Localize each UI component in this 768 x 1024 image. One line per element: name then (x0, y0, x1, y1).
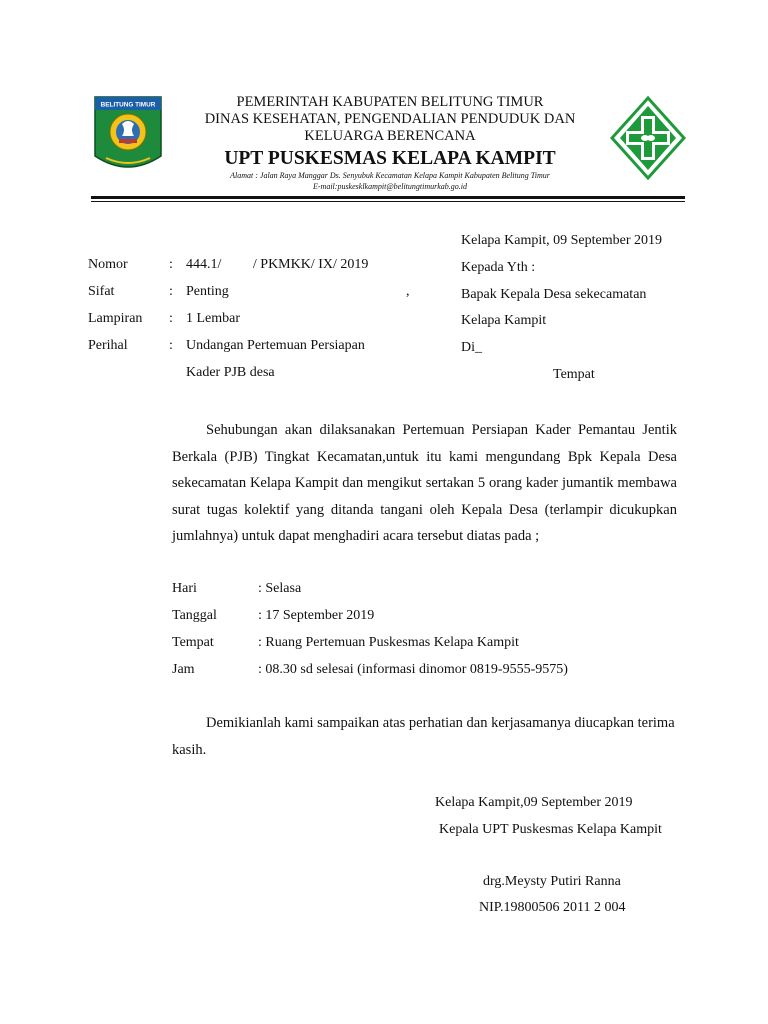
recipient-greeting: Kepada Yth : (461, 260, 536, 275)
signature-position: Kepala UPT Puskesmas Kelapa Kampit (439, 822, 662, 837)
recipient-di: Di_ (461, 340, 482, 355)
lampiran-colon: : (169, 311, 173, 326)
lampiran-value: 1 Lembar (186, 311, 241, 326)
logo-caption: BELITUNG TIMUR (100, 101, 156, 109)
lampiran-label: Lampiran (88, 311, 143, 326)
tanggal-value: : 17 September 2019 (258, 608, 375, 623)
recipient-line-1: Bapak Kepala Desa sekecamatan (461, 287, 647, 302)
tempat-value: : Ruang Pertemuan Puskesmas Kelapa Kampit (258, 635, 519, 650)
sifat-colon: : (169, 284, 173, 299)
signer-name: drg.Meysty Putiri Ranna (483, 874, 621, 889)
signer-nip: NIP.19800506 2011 2 004 (479, 900, 626, 915)
nomor-colon: : (169, 257, 173, 272)
nomor-value: 444.1/ / PKMKK/ IX/ 2019 (186, 257, 369, 272)
jam-label: Jam (172, 662, 195, 677)
puskesmas-logo (610, 96, 686, 180)
body-paragraph: Sehubungan akan dilaksanakan Pertemuan Persiapan Kader Pemantau Jentik Berkala (PJB) Tingkat Kecamatan,untuk itu kami mengundang Bpk Kepala Desa sekecamatan Kelapa Kampit dan mengikut sertakan 5 orang kader jumantik membawa surat tugas kolektif yang ditanda tangani oleh Kepala Desa (terlampir dicukupkan jumlahnya) untuk dapat menghadiri acara tersebut diatas pada ; (172, 422, 677, 544)
sifat-trailing-comma: , (406, 284, 410, 299)
letterhead-email: E-mail:puskesklkampit@belitungtimurkab.go.id (313, 182, 467, 191)
letterhead-title: UPT PUSKESMAS KELAPA KAMPIT (224, 148, 556, 169)
hari-value: : Selasa (258, 581, 302, 596)
letterhead-rule-thin (91, 201, 685, 202)
recipient-tempat: Tempat (553, 367, 595, 382)
sifat-value: Penting (186, 284, 229, 299)
tanggal-label: Tanggal (172, 608, 217, 623)
letterhead-address: Alamat : Jalan Raya Manggar Ds. Senyubuk Kecamatan Kelapa Kampit Kabupaten Belitung Timur (230, 171, 550, 180)
jam-value: : 08.30 sd selesai (informasi dinomor 0819-9555-9575) (258, 662, 568, 677)
letterhead-rule (91, 196, 685, 199)
letterhead-line-1: PEMERINTAH KABUPATEN BELITUNG TIMUR (236, 94, 544, 110)
tempat-label: Tempat (172, 635, 214, 650)
letterhead-line-2: DINAS KESEHATAN, PENGENDALIAN PENDUDUK DAN (204, 111, 576, 127)
belitung-timur-regency-logo (92, 94, 164, 178)
closing-paragraph: Demikianlah kami sampaikan atas perhatian dan kerjasamanya diucapkan terima kasih. (172, 715, 675, 758)
perihal-label: Perihal (88, 338, 128, 353)
letter-date: Kelapa Kampit, 09 September 2019 (461, 233, 663, 248)
recipient-line-2: Kelapa Kampit (461, 313, 547, 328)
perihal-colon: : (169, 338, 173, 353)
letterhead-line-3: KELUARGA BERENCANA (304, 128, 476, 144)
sifat-label: Sifat (88, 284, 115, 299)
signature-date: Kelapa Kampit,09 September 2019 (435, 795, 633, 810)
hari-label: Hari (172, 581, 197, 596)
perihal-value-line-2: Kader PJB desa (186, 365, 275, 380)
perihal-value-line-1: Undangan Pertemuan Persiapan (186, 338, 365, 353)
nomor-label: Nomor (88, 257, 128, 272)
